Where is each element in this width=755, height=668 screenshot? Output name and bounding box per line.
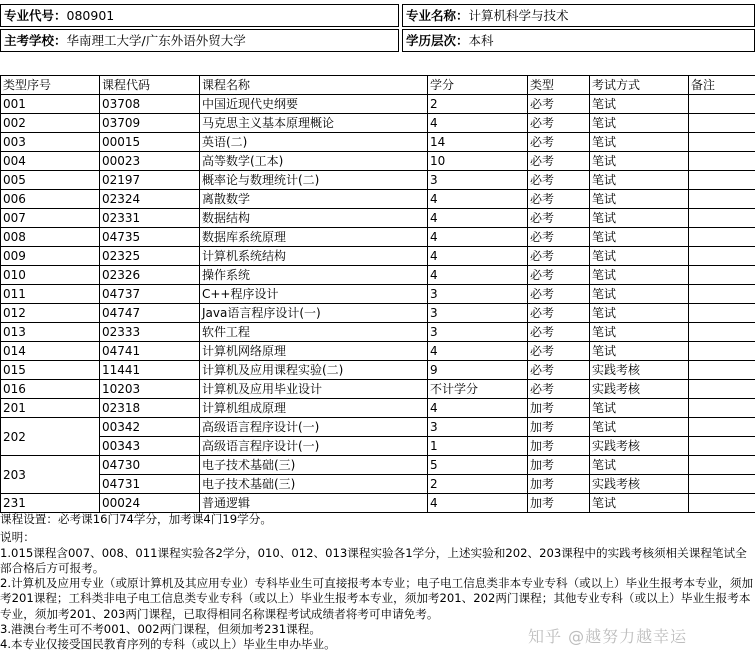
table-cell: 加考	[528, 456, 590, 475]
table-cell: 必考	[528, 247, 590, 266]
table-row	[1, 494, 755, 513]
table-cell: 02325	[100, 247, 200, 266]
table-cell: 04735	[100, 228, 200, 247]
table-cell: 5	[428, 456, 528, 475]
table-cell: 必考	[528, 114, 590, 133]
table-cell: 普通逻辑	[200, 494, 428, 513]
column-header: 备注	[689, 76, 755, 95]
major-name-label: 专业名称：	[406, 8, 469, 23]
table-cell: 00015	[100, 133, 200, 152]
table-cell: 笔试	[590, 228, 689, 247]
table-cell: 003	[1, 133, 100, 152]
table-cell: 笔试	[590, 114, 689, 133]
table-cell: 014	[1, 342, 100, 361]
table-cell: 计算机系统结构	[200, 247, 428, 266]
table-cell: 必考	[528, 190, 590, 209]
table-cell: 008	[1, 228, 100, 247]
table-cell	[689, 285, 755, 304]
table-cell: 必考	[528, 361, 590, 380]
table-cell: 3	[428, 171, 528, 190]
course-setting-text: 课程设置：必考课16门74学分，加考课4门19学分。	[0, 512, 272, 526]
table-cell: 04737	[100, 285, 200, 304]
table-cell: 笔试	[590, 247, 689, 266]
table-row	[1, 209, 755, 228]
table-cell: 马克思主义基本原理概论	[200, 114, 428, 133]
table-cell	[689, 304, 755, 323]
table-cell: 11441	[100, 361, 200, 380]
column-header: 考试方式	[590, 76, 689, 95]
table-cell: 必考	[528, 171, 590, 190]
table-cell: 006	[1, 190, 100, 209]
table-cell: 3	[428, 304, 528, 323]
table-cell: 10203	[100, 380, 200, 399]
table-cell: 1	[428, 437, 528, 456]
table-cell: 计算机组成原理	[200, 399, 428, 418]
table-cell: 3	[428, 285, 528, 304]
table-cell: 001	[1, 95, 100, 114]
table-cell: 011	[1, 285, 100, 304]
table-row	[1, 456, 755, 475]
table-cell: 实践考核	[590, 475, 689, 494]
table-cell: 不计学分	[428, 380, 528, 399]
watermark: 知乎 @越努力越幸运	[528, 627, 688, 646]
table-cell: 14	[428, 133, 528, 152]
table-cell: 计算机网络原理	[200, 342, 428, 361]
table-cell: 02324	[100, 190, 200, 209]
level-value: 本科	[468, 33, 494, 48]
table-row	[1, 171, 755, 190]
table-cell: 4	[428, 228, 528, 247]
table-row	[1, 247, 755, 266]
table-row	[1, 361, 755, 380]
table-row	[1, 304, 755, 323]
table-row	[1, 190, 755, 209]
table-row	[1, 437, 755, 456]
table-cell: 4	[428, 266, 528, 285]
table-cell: 必考	[528, 209, 590, 228]
table-cell: 10	[428, 152, 528, 171]
table-cell: 笔试	[590, 171, 689, 190]
table-cell: 笔试	[590, 456, 689, 475]
table-cell: 实践考核	[590, 380, 689, 399]
table-cell: 操作系统	[200, 266, 428, 285]
school-label: 主考学校：	[4, 33, 67, 48]
table-cell: 笔试	[590, 133, 689, 152]
table-cell	[689, 114, 755, 133]
table-cell	[689, 133, 755, 152]
table-cell: 02326	[100, 266, 200, 285]
table-cell: 必考	[528, 285, 590, 304]
table-cell: 004	[1, 152, 100, 171]
table-cell: 笔试	[590, 209, 689, 228]
table-cell: 04731	[100, 475, 200, 494]
table-cell: 必考	[528, 380, 590, 399]
table-cell: 必考	[528, 342, 590, 361]
table-cell: 3	[428, 323, 528, 342]
major-code-value: 080901	[66, 8, 115, 23]
table-cell: C++程序设计	[200, 285, 428, 304]
table-cell: 2	[428, 475, 528, 494]
table-cell: 010	[1, 266, 100, 285]
table-cell: 007	[1, 209, 100, 228]
school-value: 华南理工大学/广东外语外贸大学	[66, 33, 246, 48]
table-cell: 9	[428, 361, 528, 380]
table-cell: 4	[428, 190, 528, 209]
major-code-label: 专业代号：	[4, 8, 67, 23]
table-cell: 数据库系统原理	[200, 228, 428, 247]
table-cell	[689, 475, 755, 494]
table-cell: 笔试	[590, 266, 689, 285]
table-cell: 005	[1, 171, 100, 190]
note-1: 1.015课程含007、008、011课程实验各2学分，010、012、013课程实验各1学分，上述实验和202、203课程中的实践考核须相关课程笔试全部合格后方可报考。	[0, 545, 747, 575]
table-cell	[689, 399, 755, 418]
table-cell: 计算机及应用课程实验(二)	[200, 361, 428, 380]
table-cell: 016	[1, 380, 100, 399]
table-cell	[689, 228, 755, 247]
table-cell: 高等数学(工本)	[200, 152, 428, 171]
table-cell: 笔试	[590, 152, 689, 171]
table-cell: 2	[428, 95, 528, 114]
table-cell: 00023	[100, 152, 200, 171]
table-cell: 201	[1, 399, 100, 418]
table-cell: 002	[1, 114, 100, 133]
table-cell: 009	[1, 247, 100, 266]
table-cell	[689, 342, 755, 361]
table-cell: 02197	[100, 171, 200, 190]
table-cell: 03708	[100, 95, 200, 114]
table-row	[1, 418, 755, 437]
table-cell: 02333	[100, 323, 200, 342]
table-cell: 02331	[100, 209, 200, 228]
table-cell: 笔试	[590, 418, 689, 437]
table-row	[1, 133, 755, 152]
table-cell: 中国近现代史纲要	[200, 95, 428, 114]
table-cell	[689, 95, 755, 114]
table-row	[1, 380, 755, 399]
school-cell	[0, 29, 399, 52]
table-row	[1, 114, 755, 133]
table-cell: 加考	[528, 494, 590, 513]
table-cell: 电子技术基础(三)	[200, 475, 428, 494]
table-cell: 4	[428, 247, 528, 266]
table-cell: 03709	[100, 114, 200, 133]
table-cell	[689, 437, 755, 456]
table-header-row	[1, 76, 755, 95]
major-name-value: 计算机科学与技术	[468, 8, 569, 23]
major-code-cell	[0, 4, 399, 27]
table-cell: 4	[428, 342, 528, 361]
table-cell: 必考	[528, 266, 590, 285]
table-cell	[689, 171, 755, 190]
column-header: 类型	[528, 76, 590, 95]
table-cell: 4	[428, 209, 528, 228]
table-cell: 必考	[528, 323, 590, 342]
table-cell: 必考	[528, 95, 590, 114]
column-header: 课程名称	[200, 76, 428, 95]
table-cell: 笔试	[590, 323, 689, 342]
table-cell: 高级语言程序设计(一)	[200, 418, 428, 437]
column-header: 类型序号	[1, 76, 100, 95]
table-cell: 笔试	[590, 399, 689, 418]
column-header: 课程代码	[100, 76, 200, 95]
table-cell: 笔试	[590, 494, 689, 513]
column-header: 学分	[428, 76, 528, 95]
table-cell: 加考	[528, 437, 590, 456]
table-row	[1, 266, 755, 285]
table-cell: 3	[428, 418, 528, 437]
table-cell: 00342	[100, 418, 200, 437]
table-cell: 013	[1, 323, 100, 342]
table-cell	[689, 323, 755, 342]
table-cell: 实践考核	[590, 437, 689, 456]
table-cell: 00024	[100, 494, 200, 513]
table-cell: 数据结构	[200, 209, 428, 228]
table-cell: 高级语言程序设计(一)	[200, 437, 428, 456]
table-cell: 04747	[100, 304, 200, 323]
table-cell: 笔试	[590, 342, 689, 361]
table-cell: 英语(二)	[200, 133, 428, 152]
table-cell: 概率论与数理统计(二)	[200, 171, 428, 190]
table-cell: 02318	[100, 399, 200, 418]
note-3: 3.港澳台考生可不考001、002两门课程，但须加考231课程。	[0, 622, 321, 637]
table-cell: 04741	[100, 342, 200, 361]
table-cell: 4	[428, 399, 528, 418]
table-cell: 必考	[528, 152, 590, 171]
table-cell: 加考	[528, 399, 590, 418]
note-2: 2.计算机及应用专业（或原计算机及其应用专业）专科毕业生可直接报考本专业；电子电工信息类非本专业专科（或以上）毕业生报考本专业，须加考201课程；工科类非电子电工信息类专业专科（或以上）毕业生报考本专业，须加考201、202两门课程；其他专业专科（或以上）毕业生报考本专业，须加考201、203两门课程，已取得相同名称课程考试成绩者将考可申请免考。	[0, 576, 754, 621]
table-cell	[689, 361, 755, 380]
table-cell: 231	[1, 494, 100, 513]
table-cell: 203	[1, 456, 100, 494]
table-cell: 4	[428, 494, 528, 513]
table-row	[1, 475, 755, 494]
table-cell	[689, 266, 755, 285]
table-cell	[689, 247, 755, 266]
major-name-cell	[402, 4, 755, 27]
table-cell	[689, 152, 755, 171]
table-cell	[689, 418, 755, 437]
level-cell	[402, 29, 755, 52]
table-cell: 加考	[528, 475, 590, 494]
table-row	[1, 95, 755, 114]
table-cell	[689, 494, 755, 513]
table-row	[1, 285, 755, 304]
course-table	[0, 75, 755, 513]
table-cell: 计算机及应用毕业设计	[200, 380, 428, 399]
table-cell: 必考	[528, 304, 590, 323]
note-4: 4.本专业仅接受国民教育序列的专科（或以上）毕业生申办毕业。	[0, 637, 336, 652]
table-cell: 04730	[100, 456, 200, 475]
level-label: 学历层次：	[406, 33, 469, 48]
table-row	[1, 228, 755, 247]
table-cell: 4	[428, 114, 528, 133]
table-cell	[689, 456, 755, 475]
table-cell: 离散数学	[200, 190, 428, 209]
table-cell	[689, 209, 755, 228]
table-cell	[689, 380, 755, 399]
table-cell: 实践考核	[590, 361, 689, 380]
table-cell: 015	[1, 361, 100, 380]
table-cell: Java语言程序设计(一)	[200, 304, 428, 323]
table-cell: 00343	[100, 437, 200, 456]
table-cell: 软件工程	[200, 323, 428, 342]
table-cell: 012	[1, 304, 100, 323]
table-cell	[689, 190, 755, 209]
table-cell: 202	[1, 418, 100, 456]
table-row	[1, 342, 755, 361]
table-cell: 电子技术基础(三)	[200, 456, 428, 475]
table-row	[1, 152, 755, 171]
table-cell: 笔试	[590, 95, 689, 114]
notes-title: 说明：	[0, 530, 35, 545]
table-cell: 笔试	[590, 304, 689, 323]
table-cell: 加考	[528, 418, 590, 437]
table-cell: 笔试	[590, 285, 689, 304]
table-row	[1, 399, 755, 418]
table-cell: 必考	[528, 133, 590, 152]
table-cell: 必考	[528, 228, 590, 247]
table-cell: 笔试	[590, 190, 689, 209]
table-row	[1, 323, 755, 342]
